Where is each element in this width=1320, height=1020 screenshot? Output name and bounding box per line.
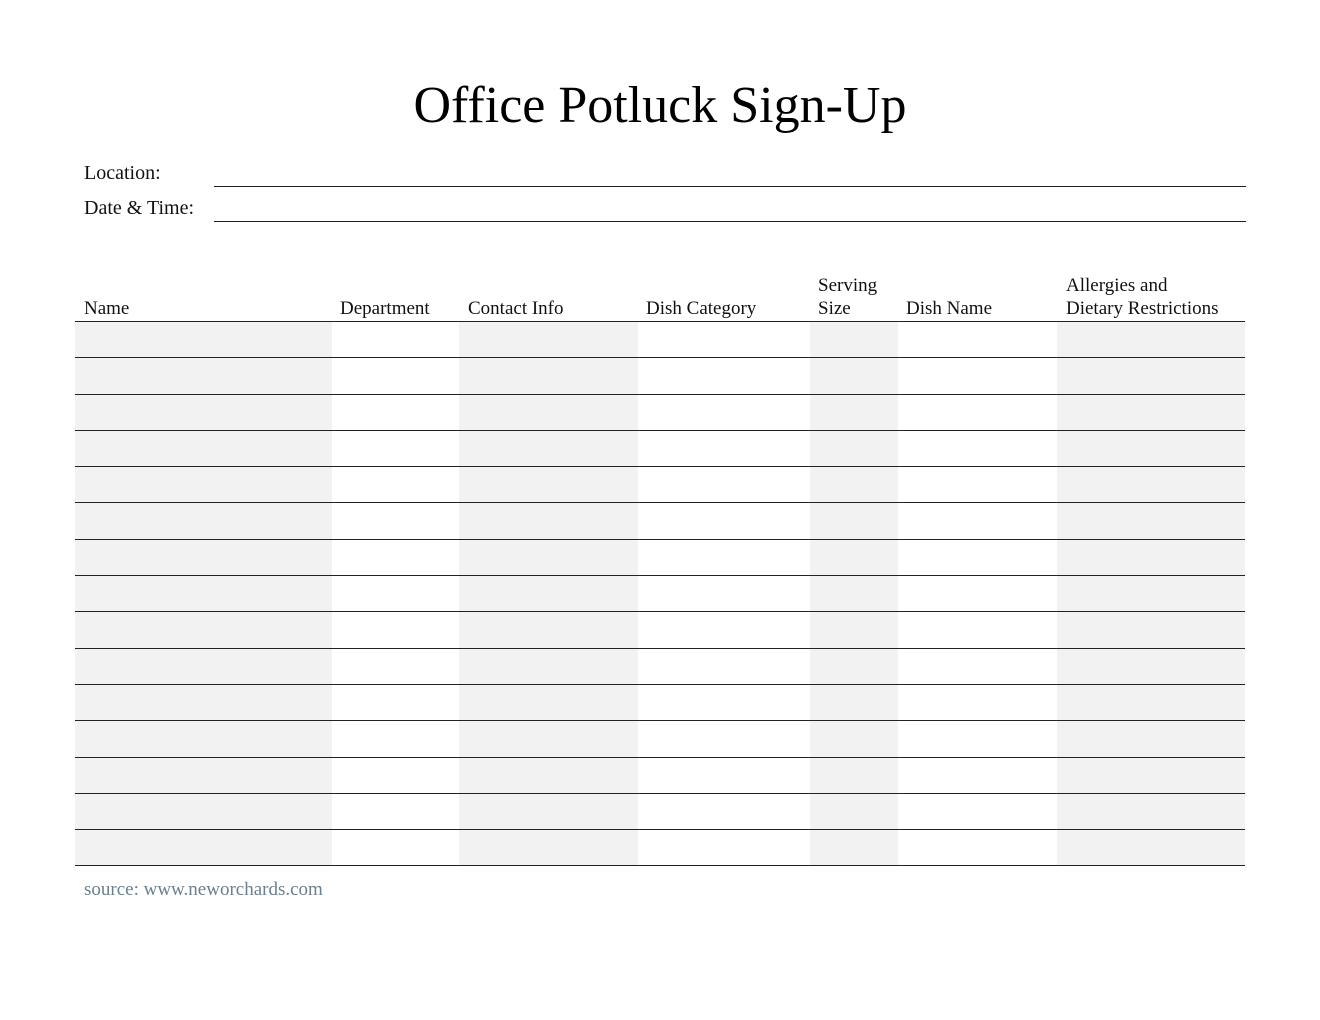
table-cell-serving-size[interactable] [810,649,898,684]
location-input-line[interactable] [214,186,1246,187]
table-row [75,685,1245,721]
table-row [75,503,1245,539]
table-cell-name[interactable] [75,649,332,684]
table-cell-serving-size[interactable] [810,358,898,393]
table-cell-name[interactable] [75,612,332,647]
table-row [75,649,1245,685]
table-cell-contact-info[interactable] [459,358,638,393]
table-cell-allergies[interactable] [1057,576,1245,611]
table-cell-contact-info[interactable] [459,612,638,647]
table-cell-allergies[interactable] [1057,322,1245,357]
table-row [75,540,1245,576]
table-cell-serving-size[interactable] [810,467,898,502]
table-cell-allergies[interactable] [1057,503,1245,538]
table-cell-name[interactable] [75,503,332,538]
table-cell-name[interactable] [75,721,332,756]
table-row [75,612,1245,648]
table-row [75,395,1245,431]
table-cell-dish-category[interactable] [638,612,810,647]
table-row [75,322,1245,358]
table-cell-dish-name[interactable] [898,467,1057,502]
table-cell-contact-info[interactable] [459,467,638,502]
table-cell-contact-info[interactable] [459,503,638,538]
table-cell-department[interactable] [332,431,459,466]
table-cell-allergies[interactable] [1057,685,1245,720]
table-cell-allergies[interactable] [1057,358,1245,393]
table-cell-dish-category[interactable] [638,830,810,865]
table-cell-name[interactable] [75,830,332,865]
table-cell-contact-info[interactable] [459,721,638,756]
table-cell-dish-category[interactable] [638,467,810,502]
table-cell-department[interactable] [332,794,459,829]
signup-table [75,268,1245,866]
location-label: Location: [84,162,161,184]
column-header-contact-info [468,297,564,320]
table-cell-allergies[interactable] [1057,467,1245,502]
table-cell-dish-category[interactable] [638,685,810,720]
table-cell-department[interactable] [332,540,459,575]
table-row [75,467,1245,503]
table-cell-contact-info[interactable] [459,576,638,611]
column-header-department-line: Department [340,298,430,319]
table-cell-dish-category[interactable] [638,322,810,357]
table-cell-contact-info[interactable] [459,431,638,466]
table-cell-contact-info[interactable] [459,830,638,865]
table-cell-allergies[interactable] [1057,721,1245,756]
table-cell-dish-category[interactable] [638,503,810,538]
table-cell-department[interactable] [332,685,459,720]
table-cell-dish-category[interactable] [638,358,810,393]
table-cell-serving-size[interactable] [810,540,898,575]
datetime-field[interactable] [84,192,1246,222]
table-cell-department[interactable] [332,612,459,647]
table-cell-dish-name[interactable] [898,395,1057,430]
table-cell-dish-category[interactable] [638,649,810,684]
table-cell-dish-name[interactable] [898,540,1057,575]
table-cell-dish-category[interactable] [638,576,810,611]
table-row [75,830,1245,866]
table-cell-name[interactable] [75,322,332,357]
table-cell-allergies[interactable] [1057,794,1245,829]
column-header-allergies-line: Allergies and [1066,275,1168,296]
table-cell-name[interactable] [75,576,332,611]
table-cell-department[interactable] [332,721,459,756]
table-row [75,431,1245,467]
table-cell-dish-name[interactable] [898,794,1057,829]
table-cell-allergies[interactable] [1057,395,1245,430]
location-field[interactable] [84,157,1246,187]
table-cell-dish-name[interactable] [898,503,1057,538]
table-cell-serving-size[interactable] [810,576,898,611]
table-cell-serving-size[interactable] [810,612,898,647]
table-cell-department[interactable] [332,830,459,865]
table-cell-serving-size[interactable] [810,395,898,430]
table-cell-serving-size[interactable] [810,431,898,466]
table-row [75,794,1245,830]
table-cell-dish-name[interactable] [898,758,1057,793]
table-cell-dish-category[interactable] [638,540,810,575]
table-cell-serving-size[interactable] [810,685,898,720]
table-cell-dish-name[interactable] [898,576,1057,611]
table-cell-name[interactable] [75,758,332,793]
column-header-contact-info-line: Contact Info [468,298,564,319]
table-cell-department[interactable] [332,358,459,393]
table-cell-department[interactable] [332,467,459,502]
table-cell-dish-category[interactable] [638,395,810,430]
table-cell-dish-category[interactable] [638,431,810,466]
table-cell-department[interactable] [332,576,459,611]
table-cell-serving-size[interactable] [810,503,898,538]
table-cell-allergies[interactable] [1057,830,1245,865]
table-cell-contact-info[interactable] [459,758,638,793]
table-cell-dish-name[interactable] [898,830,1057,865]
table-cell-department[interactable] [332,503,459,538]
page-title: Office Potluck Sign-Up [413,77,907,134]
table-cell-allergies[interactable] [1057,612,1245,647]
table-cell-serving-size[interactable] [810,794,898,829]
table-cell-dish-name[interactable] [898,431,1057,466]
table-cell-dish-category[interactable] [638,794,810,829]
table-cell-dish-name[interactable] [898,612,1057,647]
table-cell-name[interactable] [75,395,332,430]
table-row [75,721,1245,757]
table-cell-contact-info[interactable] [459,649,638,684]
table-cell-serving-size[interactable] [810,721,898,756]
table-cell-department[interactable] [332,322,459,357]
table-cell-dish-category[interactable] [638,721,810,756]
column-header-name [84,297,129,320]
table-cell-department[interactable] [332,758,459,793]
column-header-serving-size-line: Serving [818,275,878,296]
table-cell-contact-info[interactable] [459,540,638,575]
table-row [75,758,1245,794]
column-header-dish-name [906,297,992,320]
table-body [75,322,1245,866]
column-header-allergies-line: Dietary Restrictions [1066,298,1219,319]
table-cell-name[interactable] [75,794,332,829]
column-header-serving-size [818,274,877,320]
table-cell-dish-name[interactable] [898,322,1057,357]
column-header-dish-category-line: Dish Category [646,298,757,319]
datetime-input-line[interactable] [214,221,1246,222]
table-cell-allergies[interactable] [1057,758,1245,793]
table-cell-allergies[interactable] [1057,649,1245,684]
column-header-dish-category [646,297,756,320]
table-cell-dish-name[interactable] [898,358,1057,393]
table-cell-serving-size[interactable] [810,830,898,865]
table-cell-dish-name[interactable] [898,649,1057,684]
table-cell-dish-category[interactable] [638,758,810,793]
table-header-row [75,268,1245,322]
table-cell-name[interactable] [75,358,332,393]
table-cell-name[interactable] [75,685,332,720]
datetime-label: Date & Time: [84,197,195,219]
source-credit: source: www.neworchards.com [84,879,323,900]
table-cell-name[interactable] [75,431,332,466]
table-cell-serving-size[interactable] [810,322,898,357]
table-cell-allergies[interactable] [1057,540,1245,575]
table-cell-department[interactable] [332,649,459,684]
column-header-name-line: Name [84,298,130,319]
column-header-serving-size-line: Size [818,298,851,319]
column-header-allergies [1066,274,1219,320]
table-cell-contact-info[interactable] [459,794,638,829]
table-cell-contact-info[interactable] [459,322,638,357]
table-cell-serving-size[interactable] [810,758,898,793]
table-cell-allergies[interactable] [1057,431,1245,466]
table-row [75,576,1245,612]
table-cell-name[interactable] [75,540,332,575]
table-row [75,358,1245,394]
table-cell-contact-info[interactable] [459,685,638,720]
table-cell-dish-name[interactable] [898,721,1057,756]
column-header-dish-name-line: Dish Name [906,298,993,319]
table-cell-department[interactable] [332,395,459,430]
column-header-department [340,297,430,320]
table-cell-contact-info[interactable] [459,395,638,430]
table-cell-dish-name[interactable] [898,685,1057,720]
table-cell-name[interactable] [75,467,332,502]
